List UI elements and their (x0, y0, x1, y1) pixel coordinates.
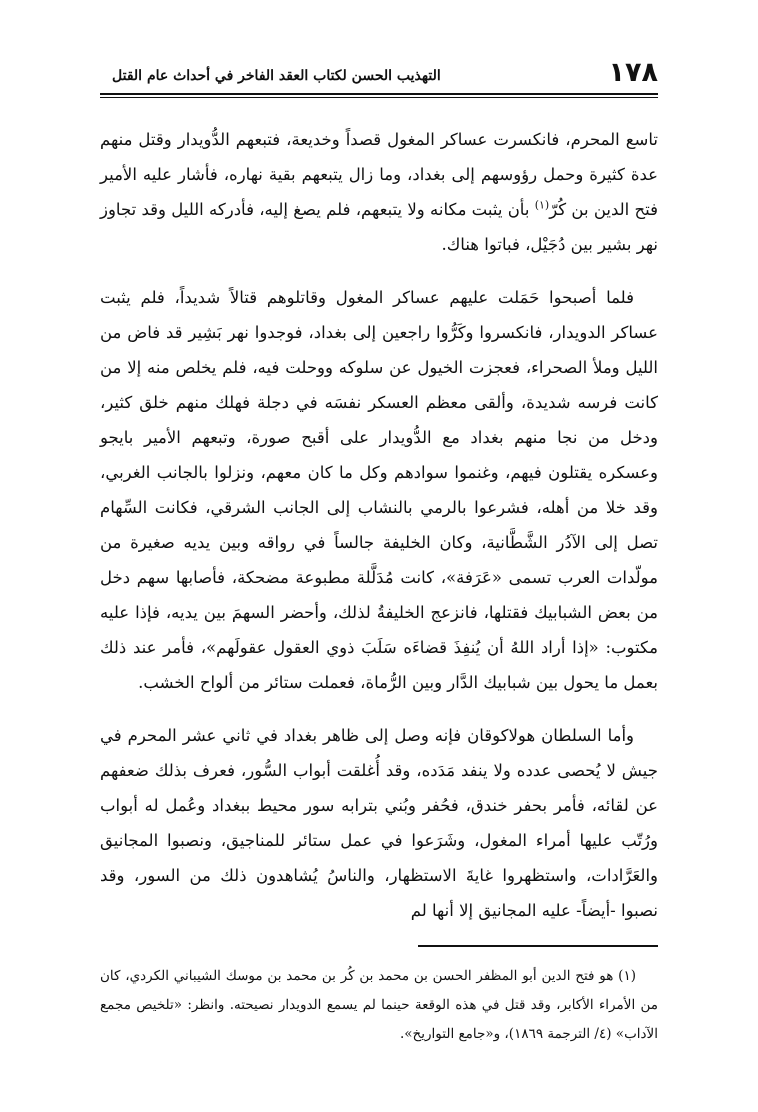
paragraph-text-after-ref: بأن يثبت مكانه ولا يتبعهم، فلم يصغ إليه، فأدركه الليل وقد تجاوز نهر بشير بين دُجَيْل، فباتوا هناك. (100, 200, 658, 254)
main-text (100, 122, 658, 946)
footnotes (100, 962, 658, 1049)
header-rule-thick (100, 93, 658, 95)
footnote: (١) هو فتح الدين أبو المظفر الحسن بن محمد بن كُر بن محمد بن موسك الشيباني الكردي، كان من الأمراء الأكابر، وقد قتل في هذه الوقعة حينما لم يسمع الدويدار نصيحته. وانظر: «تلخيص مجمع الآداب» (٤/ الترجمة ١٨٦٩)، و«جامع التواريخ». (100, 968, 658, 1042)
paragraph: فلما أصبحوا حَمَلت عليهم عساكر المغول وقاتلوهم قتالاً شديداً، فلم يثبت عساكر الدويدار، فانكسروا وكَرُّوا راجعين إلى بغداد، فوجدوا نهر بَشِير قد فاض من الليل وملأ الصحراء، فعجزت الخيول عن سلوكه ووحلت فيه، فلم يخلص منه إلا من كانت فرسه شديدة، وألقى معظم العسكر نفسَه في دجلة فهلك منهم خلق كثير، ودخل من نجا منهم بغداد مع الدُّويدار على أقبح صورة، وتبعهم الأمير بايجو وعسكره يقتلون فيهم، وغنموا سوادهم وكل ما كان معهم، ونزلوا بالجانب الغربي، وقد خلا من أهله، فشرعوا بالرمي بالنشاب إلى الجانب الشرقي، فكانت السِّهام تصل إلى الآدُر الشَّطَّانية، وكان الخليفة جالساً في رواقه وبين يديه صغيرة من مولّدات العرب تسمى «عَرَفة»، كانت مُدَلَّلة مطبوعة مضحكة، فأصابها سهم دخل من بعض الشبابيك فقتلها، فانزعج الخليفةُ لذلك، وأحضر السهمَ بين يديه، فإذا عليه مكتوب: «إذا أراد اللهُ أن يُنفِذَ قضاءَه سَلَبَ ذوي العقول عقولَهم»، فأمر عند ذلك بعمل ما يحول بين شبابيك الدَّار وبين الرُّماة، فعملت ستائر من ألواح الخشب. (100, 288, 658, 692)
footnote-reference: (١) (534, 198, 550, 212)
running-title: التهذيب الحسن لكتاب العقد الفاخر في أحداث عام القتل (112, 68, 441, 84)
page-number: ١٧٨ (608, 57, 658, 88)
paragraph: وأما السلطان هولاكوقان فإنه وصل إلى ظاهر بغداد في ثاني عشر المحرم في جيش لا يُحصى عدده ولا ينفد مَدَده، وقد أُغلقت أبواب السُّور، فعرف بذلك ضعفهم عن لقائه، فأمر بحفر خندق، فحُفر وبُني بترابه سور محيط ببغداد وعُمل له أبواب ورُتّب عليها أمراء المغول، وشَرَعوا في عمل ستائر للمناجيق، ونصبوا المجانيق والعَرَّادات، واستظهروا غايةَ الاستظهار، والناسُ يُشاهدون ذلك من السور، وقد نصبوا -أيضاً- عليه المجانيق إلا أنها لم (100, 726, 658, 920)
paragraph-text-before-ref: تاسع المحرم، فانكسرت عساكر المغول قصداً وخديعة، فتبعهم الدُّويدار وقتل منهم عدة كثيرة وحمل رؤوسهم إلى بغداد، وما زال يتبعهم بقية نهاره، فأشار عليه الأمير فتح الدين بن كُرّ (100, 130, 659, 219)
header-rule-thin (100, 97, 658, 98)
footnote-separator (418, 945, 658, 947)
running-header (100, 56, 658, 96)
paragraph (100, 122, 658, 262)
